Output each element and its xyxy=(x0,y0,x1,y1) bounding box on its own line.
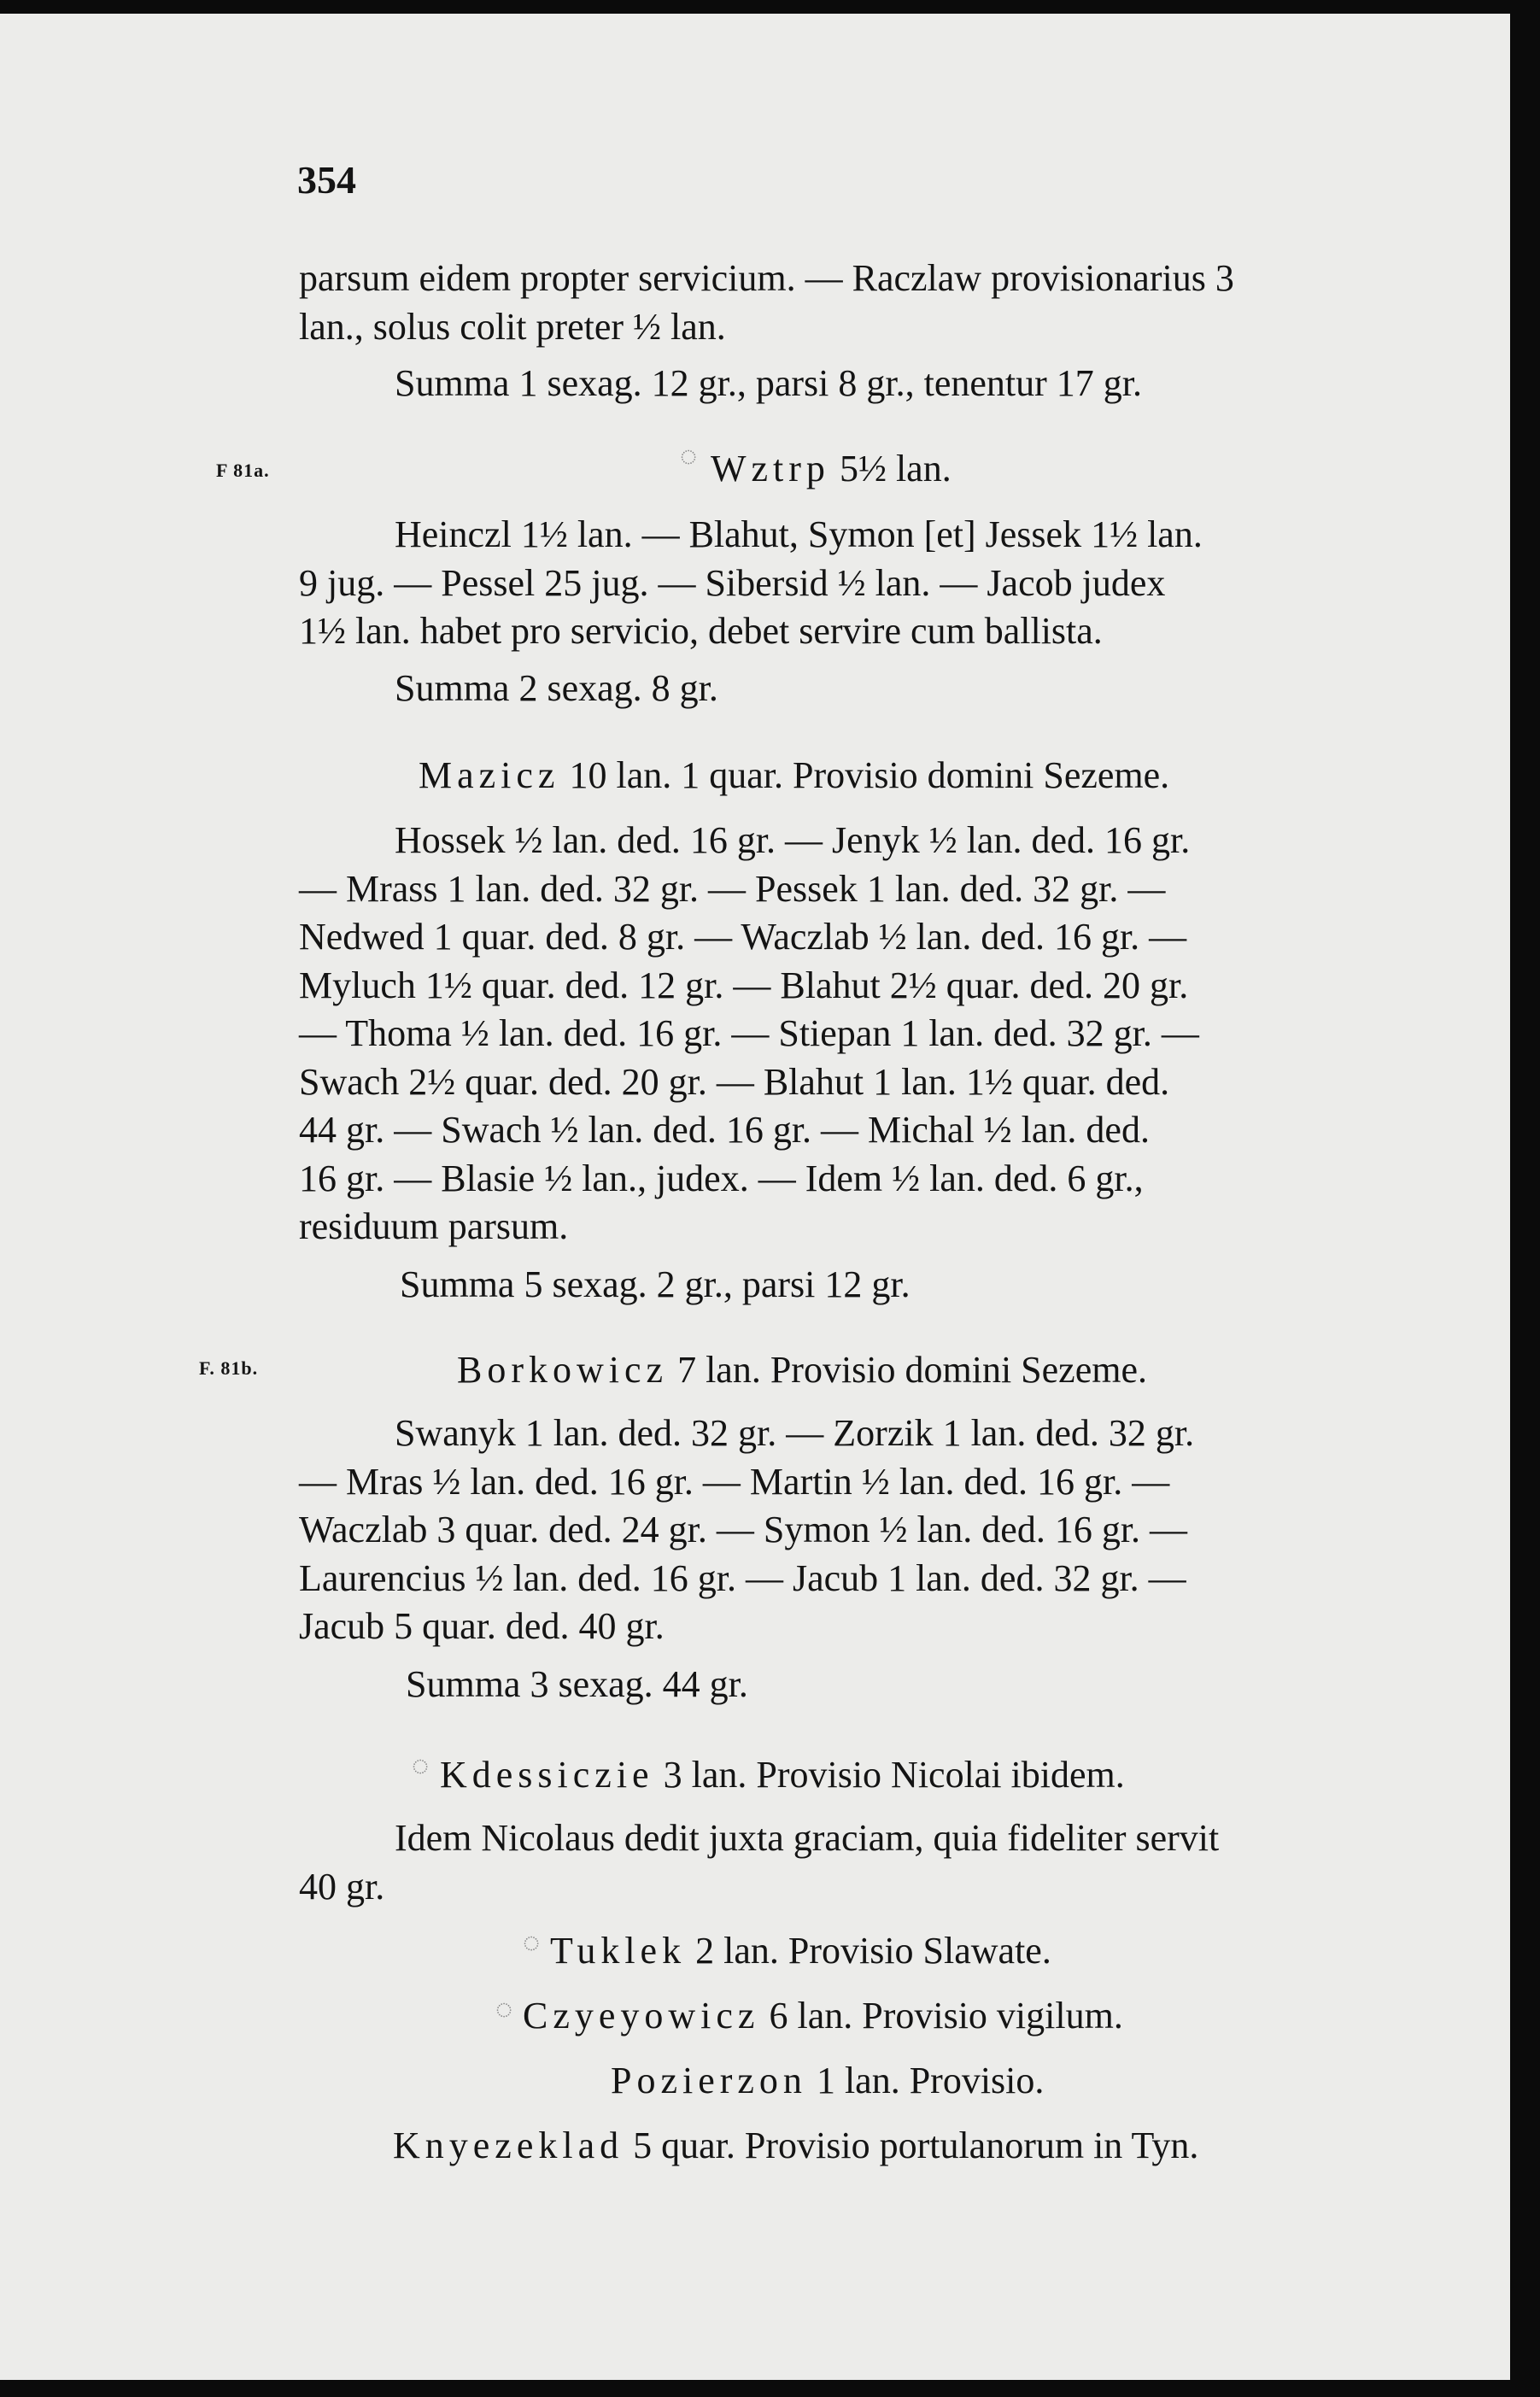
entry-heading-borkowicz xyxy=(457,1346,1147,1394)
text-line: 44 gr. — Swach ½ lan. ded. 16 gr. — Michal ½ lan. ded. xyxy=(299,1109,1150,1151)
text-line: — Mras ½ lan. ded. 16 gr. — Martin ½ lan. ded. 16 gr. — xyxy=(299,1460,1170,1503)
heading-rest: 5 quar. Provisio portulanorum in Tyn. xyxy=(624,2124,1199,2166)
book-page xyxy=(0,14,1510,2380)
folio-marker-81a: F 81a. xyxy=(216,460,270,481)
place-name: Pozierzon xyxy=(611,2060,807,2101)
text-line: 40 gr. xyxy=(299,1865,385,1908)
summa-line: Summa 1 sexag. 12 gr., parsi 8 gr., tenentur 17 gr. xyxy=(395,362,1142,404)
entry-heading-czyeyowicz xyxy=(523,1992,1123,2040)
entry-heading-wztrp xyxy=(711,445,952,493)
summa-line: Summa 3 sexag. 44 gr. xyxy=(406,1663,748,1705)
text-line: Swanyk 1 lan. ded. 32 gr. — Zorzik 1 lan. ded. 32 gr. xyxy=(395,1412,1195,1454)
heading-rest: 5½ lan. xyxy=(829,448,952,489)
place-name: Czyeyowicz xyxy=(523,1995,760,2037)
margin-circle-mark: ◌ xyxy=(412,1750,430,1782)
heading-rest: 1 lan. Provisio. xyxy=(806,2060,1045,2101)
entry-heading-pozierzon xyxy=(611,2057,1044,2105)
entry-heading-tuklek xyxy=(550,1927,1051,1975)
summa-line: Summa 2 sexag. 8 gr. xyxy=(395,667,718,709)
place-name: Knyezeklad xyxy=(393,2124,624,2166)
text-line: — Thoma ½ lan. ded. 16 gr. — Stiepan 1 lan. ded. 32 gr. — xyxy=(299,1012,1199,1054)
heading-rest: 6 lan. Provisio vigilum. xyxy=(759,1995,1123,2037)
place-name: Tuklek xyxy=(550,1930,687,1972)
text-line: Nedwed 1 quar. ded. 8 gr. — Waczlab ½ lan. ded. 16 gr. — xyxy=(299,916,1187,958)
heading-rest: 7 lan. Provisio domini Sezeme. xyxy=(668,1349,1147,1391)
summa-line: Summa 5 sexag. 2 gr., parsi 12 gr. xyxy=(400,1263,911,1305)
text-line: — Mrass 1 lan. ded. 32 gr. — Pessek 1 lan. ded. 32 gr. — xyxy=(299,867,1166,910)
entry-heading-kdessiczie xyxy=(440,1751,1125,1799)
entry-body-borkowicz xyxy=(299,1409,1431,1651)
heading-rest: 2 lan. Provisio Slawate. xyxy=(686,1930,1051,1972)
text-line: parsum eidem propter servicium. — Raczlaw provisionarius 3 xyxy=(299,257,1234,299)
text-line: Hossek ½ lan. ded. 16 gr. — Jenyk ½ lan. ded. 16 gr. xyxy=(395,819,1191,861)
text-line: Jacub 5 quar. ded. 40 gr. xyxy=(299,1605,665,1647)
text-line: 16 gr. — Blasie ½ lan., judex. — Idem ½ lan. ded. 6 gr., xyxy=(299,1157,1144,1199)
heading-rest: 3 lan. Provisio Nicolai ibidem. xyxy=(653,1754,1125,1796)
place-name: Mazicz xyxy=(419,754,560,796)
text-line: Heinczl 1½ lan. — Blahut, Symon [et] Jessek 1½ lan. xyxy=(395,513,1203,555)
text-line: Myluch 1½ quar. ded. 12 gr. — Blahut 2½ quar. ded. 20 gr. xyxy=(299,964,1189,1006)
text-line: Idem Nicolaus dedit juxta graciam, quia fideliter servit xyxy=(395,1817,1220,1859)
margin-circle-mark: ◌ xyxy=(495,1994,513,2025)
text-line: Swach 2½ quar. ded. 20 gr. — Blahut 1 lan. 1½ quar. ded. xyxy=(299,1060,1170,1103)
heading-rest: 10 lan. 1 quar. Provisio domini Sezeme. xyxy=(559,754,1170,796)
entry-continuation xyxy=(299,255,1431,351)
margin-circle-mark: ◌ xyxy=(680,441,698,472)
page-number: 354 xyxy=(297,158,356,202)
entry-body-wztrp xyxy=(299,511,1431,656)
text-line: Laurencius ½ lan. ded. 16 gr. — Jacub 1 lan. ded. 32 gr. — xyxy=(299,1556,1186,1599)
text-line: Waczlab 3 quar. ded. 24 gr. — Symon ½ lan. ded. 16 gr. — xyxy=(299,1509,1188,1550)
entry-body-kdessiczie xyxy=(299,1814,1431,1911)
text-line: residuum parsum. xyxy=(299,1205,569,1247)
entry-heading-mazicz xyxy=(419,752,1169,800)
margin-circle-mark: ◌ xyxy=(523,1927,541,1959)
entry-body-mazicz xyxy=(299,817,1431,1251)
place-name: Borkowicz xyxy=(457,1349,669,1391)
text-line: 1½ lan. habet pro servicio, debet servire cum ballista. xyxy=(299,610,1103,652)
text-line: lan., solus colit preter ½ lan. xyxy=(299,305,726,348)
text-line: 9 jug. — Pessel 25 jug. — Sibersid ½ lan. — Jacob judex xyxy=(299,561,1166,604)
entry-heading-knyezeklad xyxy=(393,2122,1198,2170)
place-name: Kdessiczie xyxy=(440,1754,654,1796)
folio-marker-81b: F. 81b. xyxy=(199,1357,259,1379)
place-name: Wztrp xyxy=(711,448,830,489)
